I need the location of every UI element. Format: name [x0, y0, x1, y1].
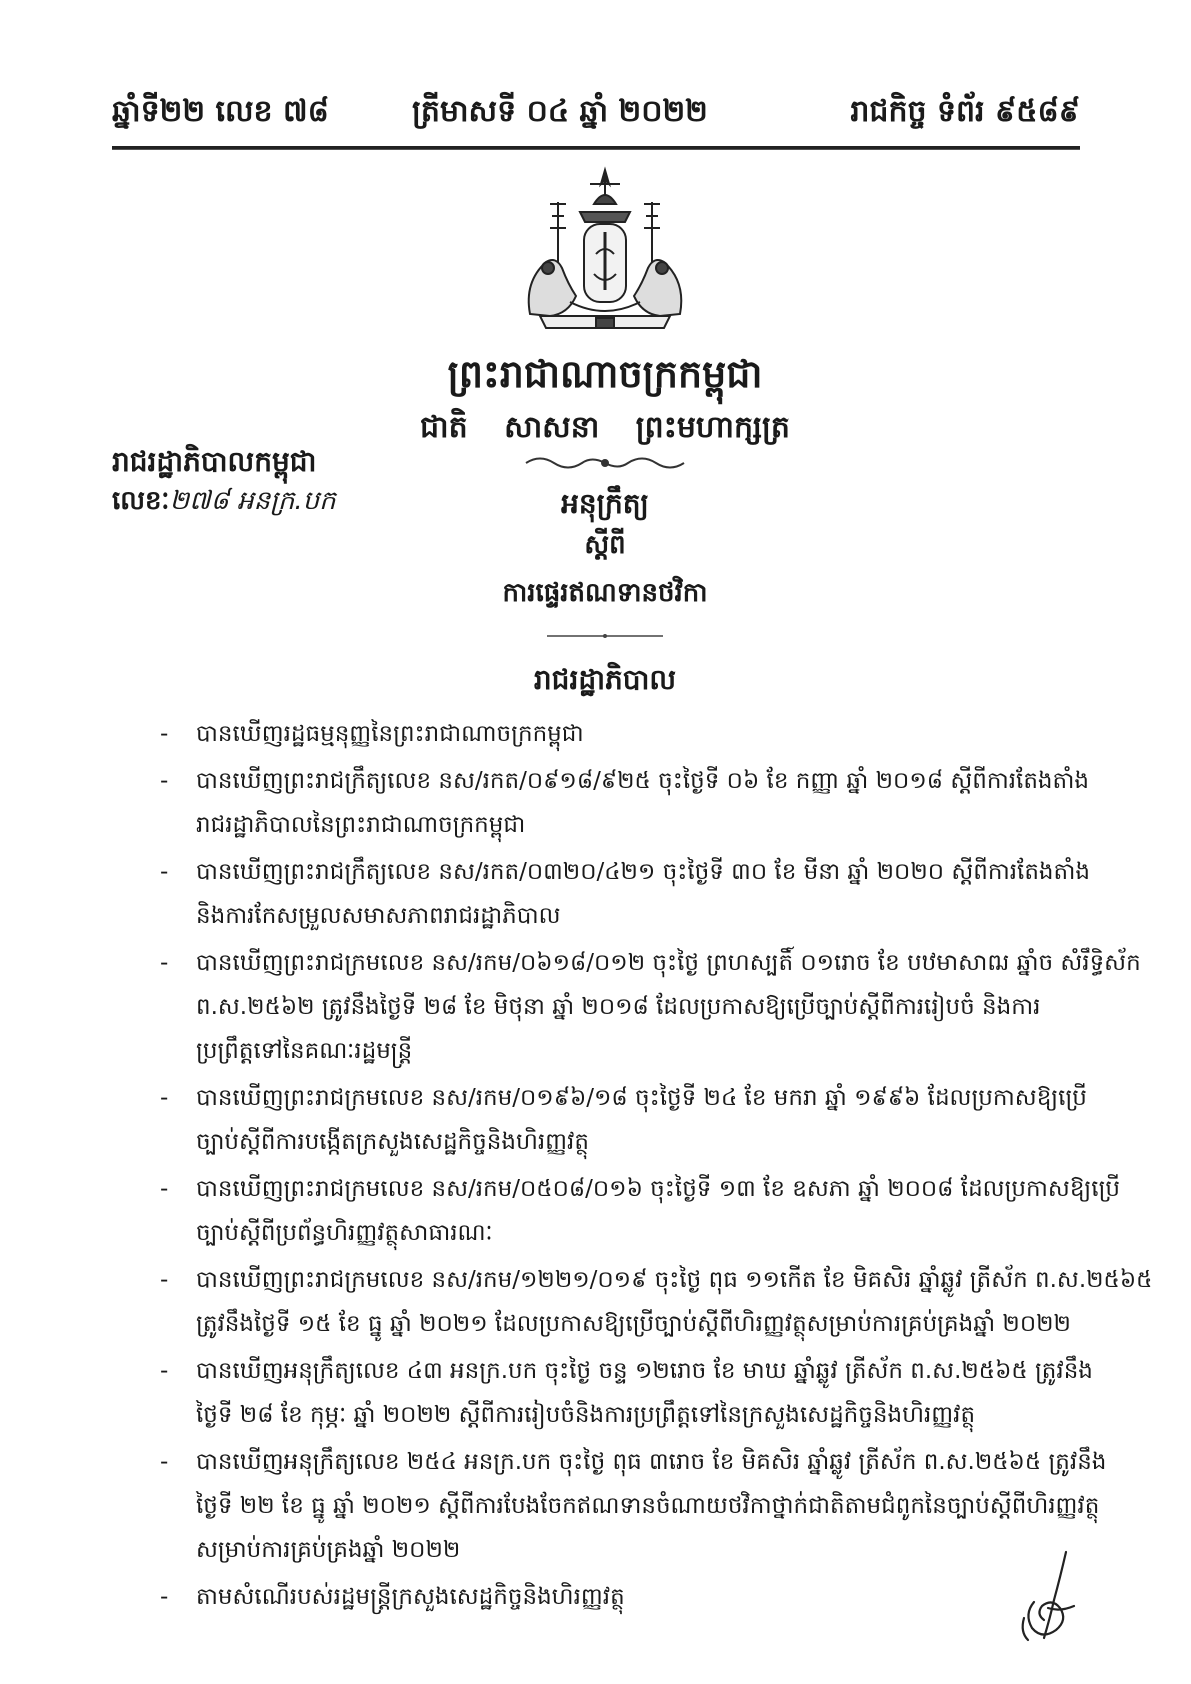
preamble-clause: [160, 712, 1060, 756]
clause-dash: -: [160, 1358, 169, 1384]
clause-text: បានឃើញអនុក្រឹត្យលេខ ២៥៤ អនក្រ.បក ចុះថ្ងៃ ពុធ ៣រោច ខែ មិគសិរ ឆ្នាំឆ្លូវ ត្រីស័ក ព.ស.២៥៦៥ ត្រូវនឹង: [196, 1449, 1107, 1475]
document-type: អនុក្រឹត្យ: [561, 487, 649, 520]
clause-line: [160, 1167, 1121, 1211]
clause-line: [160, 850, 1091, 894]
clause-dash: -: [160, 721, 169, 747]
preamble-clause: [160, 1349, 1093, 1437]
clause-text: បានឃើញព្រះរាជក្រមលេខ នស/រកម/០៥០៨/០១៦ ចុះថ្ងៃទី ១៣ ខែ ឧសភា ឆ្នាំ ២០០៨ ដែលប្រកាសឱ្យប្រើ: [196, 1176, 1121, 1202]
preamble-clause: [160, 1440, 1107, 1572]
issuing-authority: រាជរដ្ឋាភិបាល: [533, 663, 677, 696]
preamble-clause: [160, 941, 1141, 1073]
clause-line: [160, 1258, 1153, 1302]
clause-text: ច្បាប់ស្តីពីការបង្កើតក្រសួងសេដ្ឋកិច្ចនិងហិរញ្ញវត្ថុ: [196, 1129, 589, 1155]
document-subject: ការផ្ទេរឥណទានថវិកា: [502, 578, 708, 608]
preamble-clause: [160, 1575, 1060, 1619]
clause-text: បានឃើញព្រះរាជក្រមលេខ នស/រកម/១២២១/០១៩ ចុះថ្ងៃ ពុធ ១១កើត ខែ មិគសិរ ឆ្នាំឆ្លូវ ត្រីស័ក ព.ស.២៥៦៥: [196, 1267, 1153, 1293]
kingdom-name: ព្រះរាជាណាចក្រកម្ពុជា: [447, 352, 763, 396]
clause-text: បានឃើញរដ្ឋធម្មនុញ្ញនៃព្រះរាជាណាចក្រកម្ពុជា: [196, 721, 584, 747]
clause-text: ត្រូវនឹងថ្ងៃទី ១៥ ខែ ធ្នូ ឆ្នាំ ២០២១ ដែលប្រកាសឱ្យប្រើច្បាប់ស្តីពីហិរញ្ញវត្ថុសម្រាប់ការគ្រប់គ្រងឆ្នាំ ២០២២: [196, 1311, 1071, 1337]
clause-text: សម្រាប់ការគ្រប់គ្រងឆ្នាំ ២០២២: [196, 1537, 461, 1563]
clause-line: [160, 985, 1060, 1029]
clause-dash: -: [160, 1584, 169, 1610]
clause-text: តាមសំណើរបស់រដ្ឋមន្ត្រីក្រសួងសេដ្ឋកិច្ចនិងហិរញ្ញវត្ថុ: [196, 1584, 625, 1610]
clause-text: បានឃើញព្រះរាជក្រឹត្យលេខ នស/រកត/០៩១៨/៩២៥ ចុះថ្ងៃទី ០៦ ខែ កញ្ញា ឆ្នាំ ២០១៨ ស្តីពីការតែងតាំង: [196, 768, 1090, 794]
clause-text: បានឃើញព្រះរាជក្រមលេខ នស/រកម/០៦១៨/០១២ ចុះថ្ងៃ ព្រហស្បតិ៍ ០១រោច ខែ បឋមាសាឍ ឆ្នាំច សំរឹទ្ធិស័ក: [196, 950, 1141, 976]
clause-text: ថ្ងៃទី ២២ ខែ ធ្នូ ឆ្នាំ ២០២១ ស្តីពីការបែងចែកឥណទានចំណាយថវិកាថ្នាក់ជាតិតាមជំពូកនៃច្បាប់ស្តីពីហិរញ្ញវត្ថុ: [196, 1493, 1100, 1519]
clause-line: [160, 1029, 1060, 1073]
clause-dash: -: [160, 768, 169, 794]
clause-dash: -: [160, 1449, 169, 1475]
clause-line: [160, 1440, 1107, 1484]
preamble-clause: [160, 1167, 1121, 1255]
government-name: រាជរដ្ឋាភិបាលកម្ពុជា: [112, 445, 317, 478]
clause-line: [160, 1484, 1100, 1528]
clause-line: [160, 894, 1060, 938]
clause-text: បានឃើញអនុក្រឹត្យលេខ ៤៣ អនក្រ.បក ចុះថ្ងៃ ចន្ទ ១២រោច ខែ មាឃ ឆ្នាំឆ្លូវ ត្រីស័ក ព.ស.២៥៦៥ ត្រូវនឹង: [196, 1358, 1093, 1384]
clause-text: ព.ស.២៥៦២ ត្រូវនឹងថ្ងៃទី ២៨ ខែ មិថុនា ឆ្នាំ ២០១៨ ដែលប្រកាសឱ្យប្រើច្បាប់ស្តីពីការរៀបចំ និងការ: [196, 994, 1041, 1020]
clause-line: [160, 1393, 1060, 1437]
clause-line: [160, 1120, 1060, 1164]
clause-line: [160, 1349, 1093, 1393]
clause-text: និងការកែសម្រួលសមាសភាពរាជរដ្ឋាភិបាល: [196, 903, 561, 929]
header-rule: [112, 146, 1080, 150]
national-motto: ជាតិ សាសនា ព្រះមហាក្សត្រ: [420, 410, 790, 445]
gazette-header: [112, 86, 1080, 142]
clause-line: [160, 1528, 1060, 1572]
handwritten-initial-signature: [1014, 1548, 1094, 1646]
section-divider-icon: [545, 630, 665, 642]
gazette-page: រាជកិច្ច ទំព័រ ៩៥៨៩: [850, 94, 1080, 129]
clause-line: [160, 1211, 1060, 1255]
clause-line: [160, 759, 1090, 803]
clause-text: បានឃើញព្រះរាជក្រឹត្យលេខ នស/រកត/០៣២០/៤២១ ចុះថ្ងៃទី ៣០ ខែ មីនា ឆ្នាំ ២០២០ ស្តីពីការតែងតាំង: [196, 859, 1091, 885]
clause-line: [160, 941, 1141, 985]
volume-issue: ឆ្នាំទី២២ លេខ ៧៨: [112, 94, 329, 129]
clause-dash: -: [160, 859, 169, 885]
issue-date: ត្រីមាសទី ០៤ ឆ្នាំ ២០២២: [412, 94, 708, 129]
clause-dash: -: [160, 1176, 169, 1202]
preamble-clause: [160, 850, 1091, 938]
clause-text: ប្រព្រឹត្តទៅនៃគណៈរដ្ឋមន្ត្រី: [196, 1038, 413, 1064]
clause-text: ច្បាប់ស្តីពីប្រព័ន្ធហិរញ្ញវត្ថុសាធារណៈ: [196, 1220, 493, 1246]
clause-line: [160, 1302, 1071, 1346]
clause-dash: -: [160, 1085, 169, 1111]
preamble-clause: [160, 1258, 1153, 1346]
preamble-clauses: [160, 712, 1153, 1622]
document-about: ស្តីពី: [584, 530, 626, 560]
clause-line: [160, 712, 1060, 756]
reference-value: ២៧៨ អនក្រ.បក: [169, 486, 336, 516]
preamble-clause: [160, 759, 1090, 847]
royal-coat-of-arms-emblem: [510, 164, 700, 344]
reference-label: លេខៈ: [112, 486, 170, 516]
clause-text: រាជរដ្ឋាភិបាលនៃព្រះរាជាណាចក្រកម្ពុជា: [196, 812, 526, 838]
preamble-clause: [160, 1076, 1087, 1164]
clause-text: បានឃើញព្រះរាជក្រមលេខ នស/រកម/០១៩៦/១៨ ចុះថ្ងៃទី ២៤ ខែ មករា ឆ្នាំ ១៩៩៦ ដែលប្រកាសឱ្យប្រើ: [196, 1085, 1087, 1111]
clause-text: ថ្ងៃទី ២៨ ខែ កុម្ភៈ ឆ្នាំ ២០២២ ស្តីពីការរៀបចំនិងការប្រព្រឹត្តទៅនៃក្រសួងសេដ្ឋកិច្ចនិងហិរញ្ញវត្ថុ: [196, 1402, 976, 1428]
ornamental-divider-icon: [520, 452, 690, 474]
clause-line: [160, 1076, 1087, 1120]
clause-line: [160, 803, 1060, 847]
clause-dash: -: [160, 1267, 169, 1293]
clause-line: [160, 1575, 1060, 1619]
clause-dash: -: [160, 950, 169, 976]
